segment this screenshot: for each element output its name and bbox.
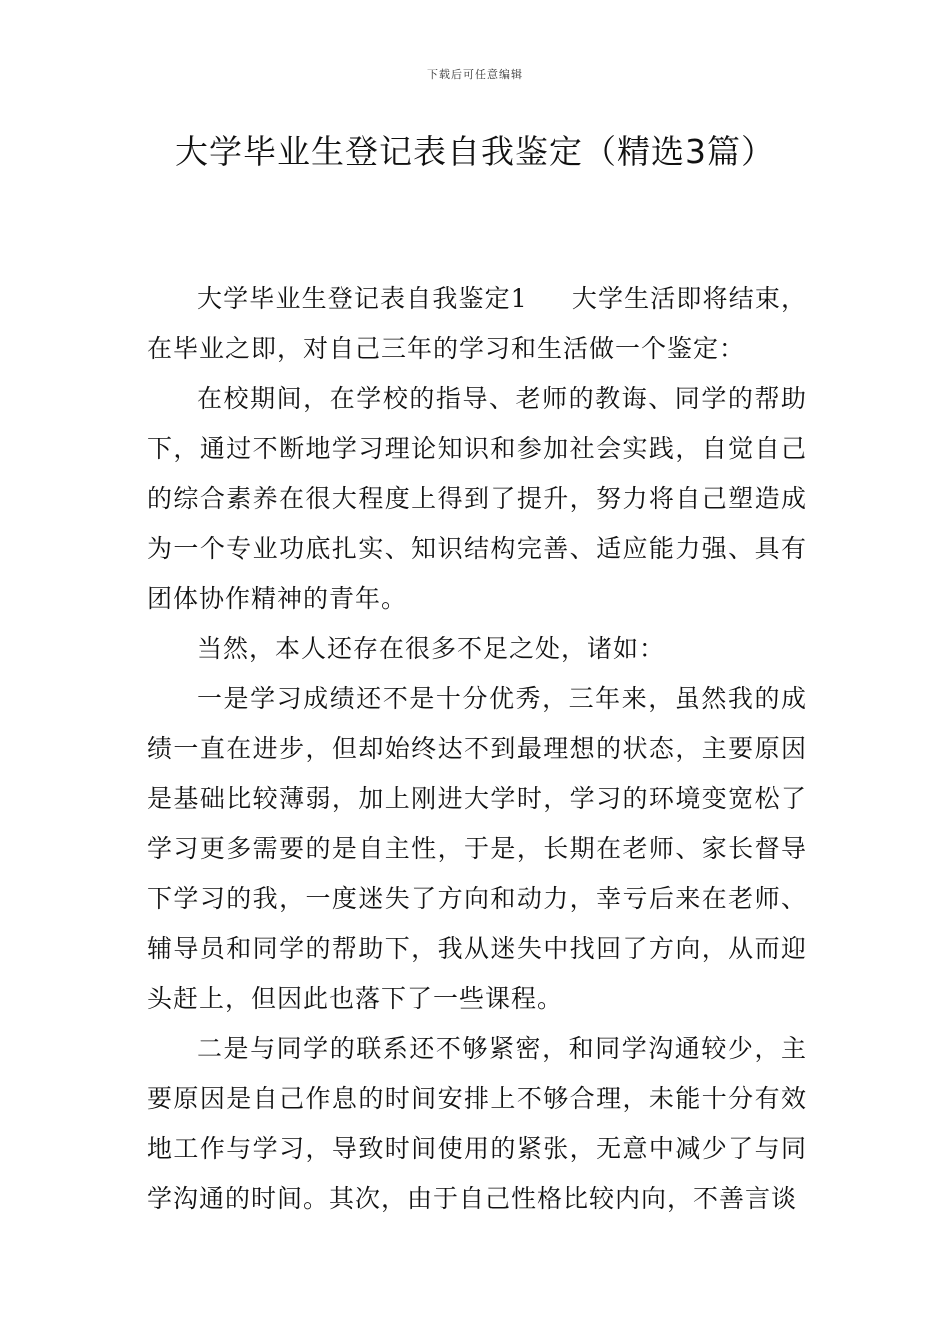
section-heading: 大学毕业生登记表自我鉴定1 [197, 284, 528, 313]
paragraph-intro [147, 274, 807, 374]
paragraph-1: 在校期间，在学校的指导、老师的教诲、同学的帮助下，通过不断地学习理论知识和参加社会实践，自觉自己的综合素养在很大程度上得到了提升，努力将自己塑造成为一个专业功底扎实、知识结构完善、适应能力强、具有团体协作精神的青年。 [147, 384, 807, 613]
paragraph-3: 一是学习成绩还不是十分优秀，三年来，虽然我的成绩一直在进步，但却始终达不到最理想的状态，主要原因是基础比较薄弱，加上刚进大学时，学习的环境变宽松了学习更多需要的是自主性，于是，长期在老师、家长督导下学习的我，一度迷失了方向和动力，幸亏后来在老师、辅导员和同学的帮助下，我从迷失中找回了方向，从而迎头赶上，但因此也落下了一些课程。 [147, 684, 807, 1013]
document-body [147, 274, 807, 1224]
paragraph-4: 二是与同学的联系还不够紧密，和同学沟通较少，主要原因是自己作息的时间安排上不够合理，未能十分有效地工作与学习，导致时间使用的紧张，无意中减少了与同学沟通的时间。其次，由于自己性格比较内向，不善言谈 [147, 1034, 807, 1213]
page-title: 大学毕业生登记表自我鉴定（精选3篇） [175, 132, 775, 171]
paragraph-2: 当然，本人还存在很多不足之处，诸如： [197, 634, 666, 663]
intro-text: 大学生活即将结束，在毕业之即，对自己三年的学习和生活做一个鉴定： [147, 284, 807, 363]
header-note: 下载后可任意编辑 [427, 68, 523, 81]
